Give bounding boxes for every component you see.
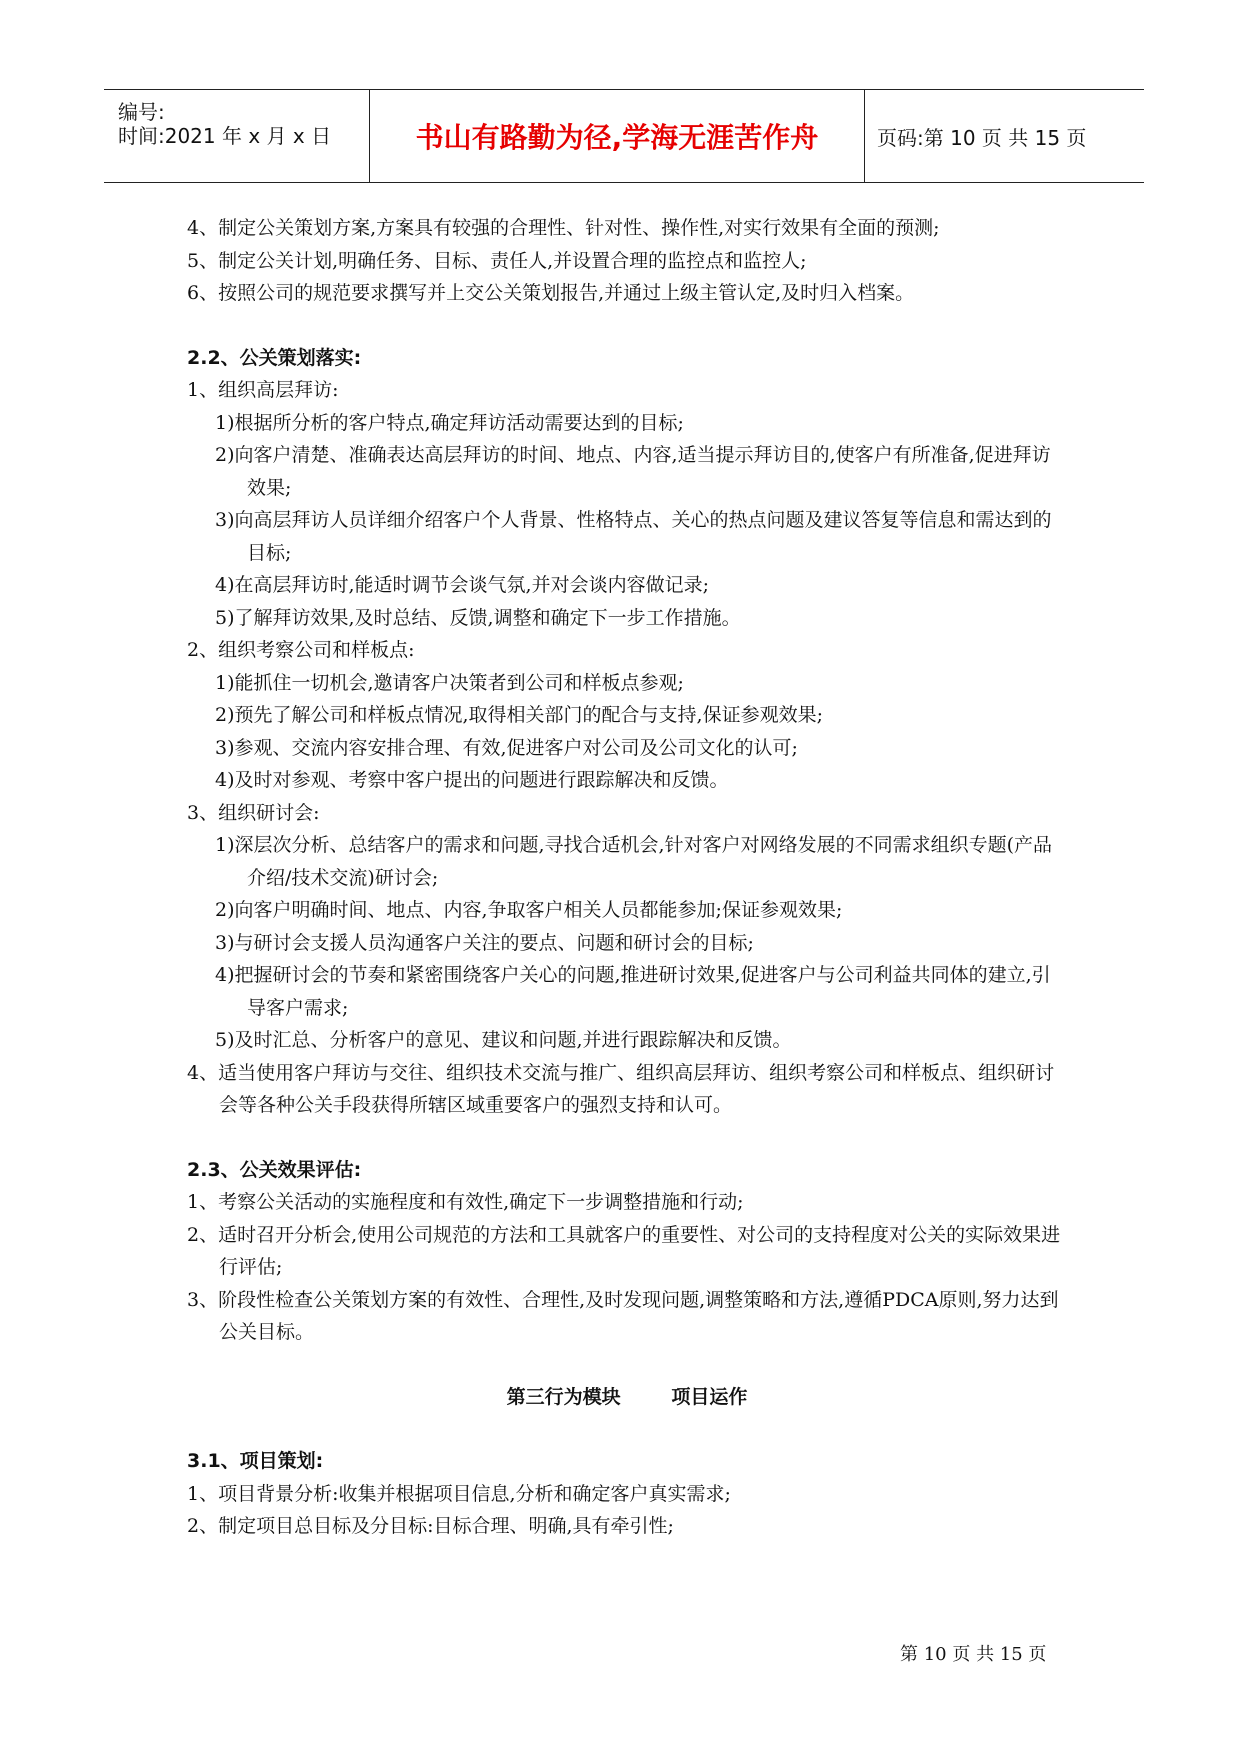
paragraph-line: 1)深层次分析、总结客户的需求和问题,寻找合适机会,针对客户对网络发展的不同需求组织专题(产品介绍/技术交流)研讨会;	[215, 834, 1052, 889]
paragraph-line: 2、适时召开分析会,使用公司规范的方法和工具就客户的重要性、对公司的支持程度对公关的实际效果进行评估;	[187, 1223, 1061, 1278]
header-info-cell	[104, 90, 370, 182]
paragraph-line: 3)向高层拜访人员详细介绍客户个人背景、性格特点、关心的热点问题及建议答复等信息和需达到的目标;	[215, 509, 1052, 564]
paragraph-line: 2)向客户明确时间、地点、内容,争取客户相关人员都能参加;保证参观效果;	[215, 899, 843, 921]
spacer	[187, 310, 1067, 342]
paragraph-line: 1)能抓住一切机会,邀请客户决策者到公司和样板点参观;	[215, 671, 684, 694]
paragraph-line: 4、制定公关策划方案,方案具有较强的合理性、针对性、操作性,对实行效果有全面的预测;	[187, 217, 940, 239]
paragraph-line: 1)根据所分析的客户特点,确定拜访活动需要达到的目标;	[215, 411, 684, 434]
paragraph-line: 1、组织高层拜访:	[187, 379, 339, 401]
section-subheading: 2.3、公关效果评估:	[187, 1158, 362, 1181]
paragraph-line: 5、制定公关计划,明确任务、目标、责任人,并设置合理的监控点和监控人;	[187, 249, 807, 272]
paragraph-line: 3、阶段性检查公关策划方案的有效性、合理性,及时发现问题,调整策略和方法,遵循PDCA原则,努力达到公关目标。	[187, 1288, 1059, 1343]
paragraph-line: 4)把握研讨会的节奏和紧密围绕客户关心的问题,推进研讨效果,促进客户与公司利益共同体的建立,引导客户需求;	[215, 964, 1051, 1019]
paragraph-line: 2)向客户清楚、准确表达高层拜访的时间、地点、内容,适当提示拜访目的,使客户有所准备,促进拜访效果;	[215, 444, 1051, 499]
page-footer: 第 10 页 共 15 页	[900, 1644, 1047, 1665]
section-heading-left: 第三行为模块	[506, 1385, 621, 1408]
header-page-code: 页码:第 10 页 共 15 页	[877, 125, 1087, 150]
spacer	[187, 1349, 1067, 1381]
section-subheading: 3.1、项目策划:	[187, 1450, 324, 1472]
header-motto-cell	[370, 90, 865, 182]
document-body	[187, 212, 1067, 1543]
paragraph-line: 2、制定项目总目标及分目标:目标合理、明确,具有牵引性;	[187, 1515, 674, 1537]
document-time-label: 时间:2021 年 x 月 x 日	[118, 124, 332, 148]
body-block-1	[187, 212, 1067, 1349]
header-motto: 书山有路勤为径,学海无涯苦作舟	[415, 121, 819, 154]
body-block-2	[187, 1445, 1067, 1543]
paragraph-line: 2、组织考察公司和样板点:	[187, 639, 415, 661]
paragraph-line: 1、项目背景分析:收集并根据项目信息,分析和确定客户真实需求;	[187, 1482, 731, 1505]
paragraph-line: 5)了解拜访效果,及时总结、反馈,调整和确定下一步工作措施。	[215, 606, 741, 629]
paragraph-line: 6、按照公司的规范要求撰写并上交公关策划报告,并通过上级主管认定,及时归入档案。	[187, 282, 915, 304]
section-heading	[187, 1381, 1067, 1414]
section-heading-right: 项目运作	[671, 1385, 748, 1408]
spacer	[187, 1122, 1067, 1154]
document-number-label: 编号:	[118, 100, 165, 124]
paragraph-line: 4、适当使用客户拜访与交往、组织技术交流与推广、组织高层拜访、组织考察公司和样板点、组织研讨会等各种公关手段获得所辖区域重要客户的强烈支持和认可。	[187, 1061, 1055, 1116]
page-header	[104, 89, 1144, 183]
paragraph-line: 3)参观、交流内容安排合理、有效,促进客户对公司及公司文化的认可;	[215, 736, 798, 759]
paragraph-line: 4)及时对参观、考察中客户提出的问题进行跟踪解决和反馈。	[215, 769, 729, 791]
paragraph-line: 3、组织研讨会:	[187, 801, 320, 824]
paragraph-line: 5)及时汇总、分析客户的意见、建议和问题,并进行跟踪解决和反馈。	[215, 1029, 792, 1051]
paragraph-line: 1、考察公关活动的实施程度和有效性,确定下一步调整措施和行动;	[187, 1191, 744, 1213]
spacer	[187, 1413, 1067, 1445]
section-subheading: 2.2、公关策划落实:	[187, 346, 362, 369]
paragraph-line: 2)预先了解公司和样板点情况,取得相关部门的配合与支持,保证参观效果;	[215, 704, 823, 726]
paragraph-line: 4)在高层拜访时,能适时调节会谈气氛,并对会谈内容做记录;	[215, 574, 709, 596]
header-page-cell	[865, 90, 1144, 182]
paragraph-line: 3)与研讨会支援人员沟通客户关注的要点、问题和研讨会的目标;	[215, 931, 754, 954]
